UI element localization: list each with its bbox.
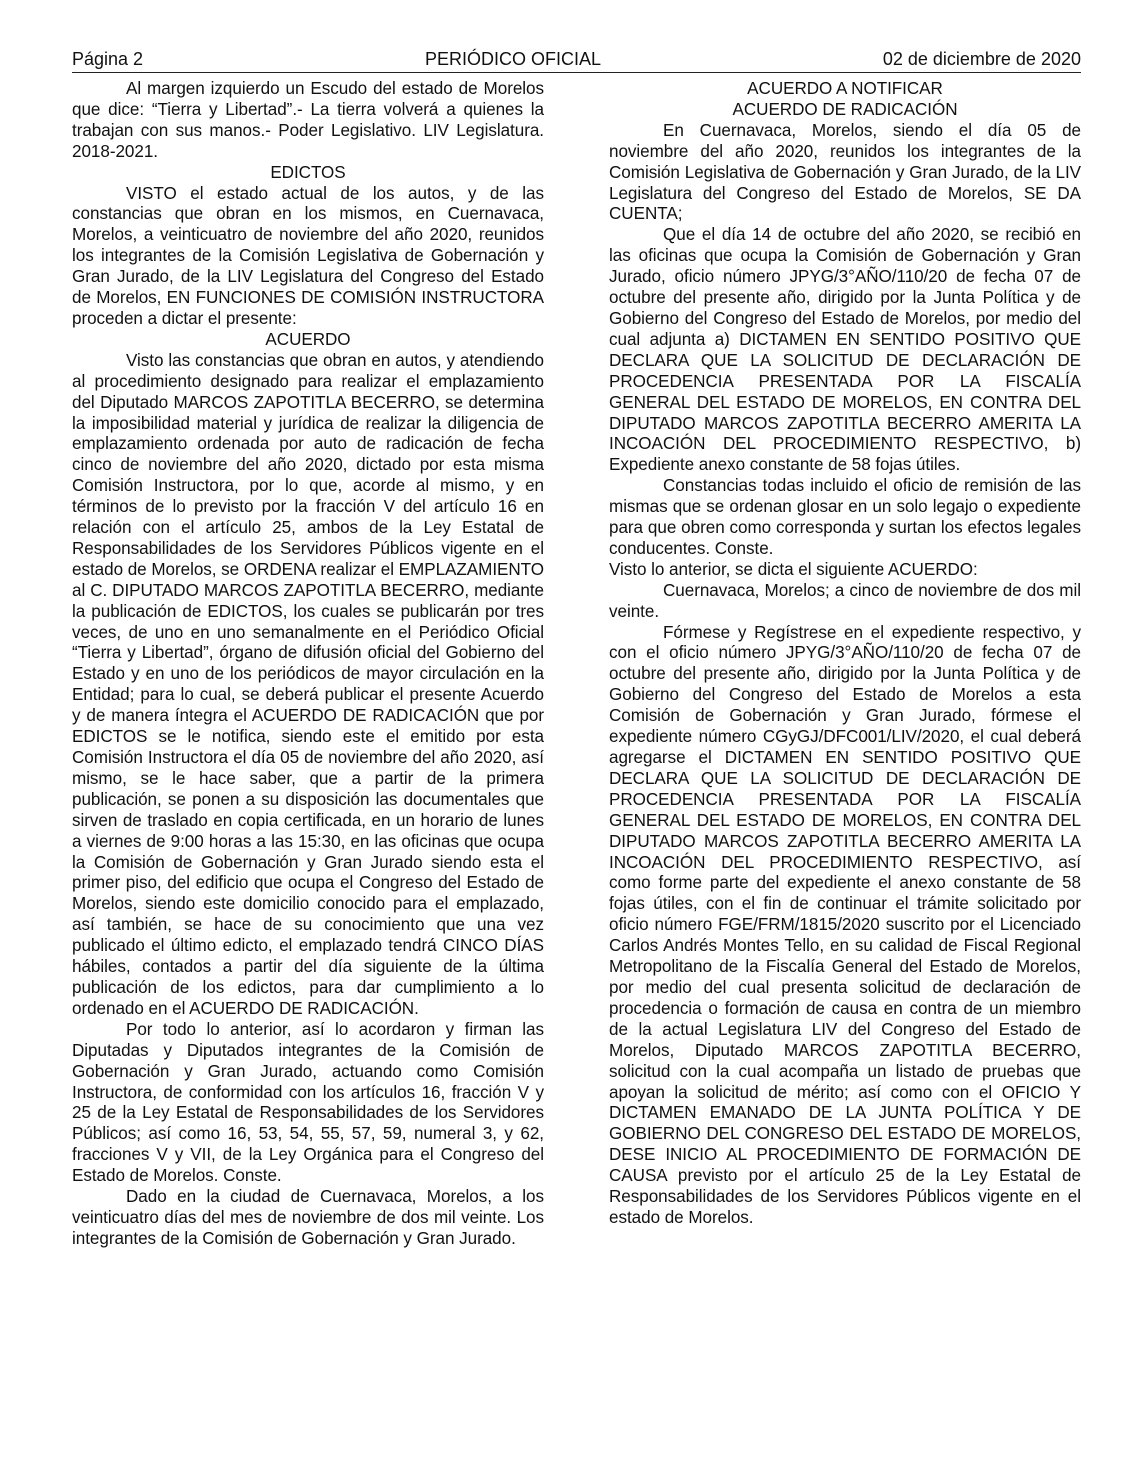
cuernavaca-paragraph: En Cuernavaca, Morelos, siendo el día 05 de noviembre del año 2020, reunidos los integrantes de la Comisión Legislativa de Gobernación y Gran Jurado, de la LIV Legislatura del Congreso del Estado de Morelos, SE DA CUENTA; <box>609 120 1081 224</box>
page-header <box>72 48 1081 73</box>
acuerdo-heading: ACUERDO <box>265 329 351 349</box>
oficio-paragraph: Que el día 14 de octubre del año 2020, se recibió en las oficinas que ocupa la Comisión de Gobernación y Gran Jurado, oficio número JPYG/3°AÑO/110/20 de fecha 07 de octubre del presente año, dirigido por la Junta Política y de Gobierno del Congreso del Estado de Morelos, por medio del cual adjunta a) DICTAMEN EN SENTIDO POSITIVO QUE DECLARA QUE LA SOLICITUD DE DECLARACIÓN DE PROCEDENCIA PRESENTADA POR LA FISCALÍA GENERAL DEL ESTADO DE MORELOS, EN CONTRA DEL DIPUTADO MARCOS ZAPOTITLA BECERRO AMERITA LA INCOACIÓN DEL PROCEDIMIENTO RESPECTIVO, b) Expediente anexo constante de 58 fojas útiles. <box>609 225 1081 475</box>
visto-paragraph: VISTO el estado actual de los autos, y de las constancias que obran en los mismos, en Cuernavaca, Morelos, a veinticuatro de noviembre del año 2020, reunidos los integrantes de la Comisión Legislativa de Gobernación y Gran Jurado, de la LIV Legislatura del Congreso del Estado de Morelos, EN FUNCIONES DE COMISIÓN INSTRUCTORA proceden a dictar el presente: <box>72 183 544 328</box>
edictos-heading: EDICTOS <box>270 162 346 182</box>
formese-paragraph: Fórmese y Regístrese en el expediente respectivo, y con el oficio número JPYG/3°AÑO/110/20 de fecha 07 de octubre del presente año, dirigido por la Junta Política y de Gobierno del Congreso del Estado de Morelos a esta Comisión de Gobernación y Gran Jurado, fórmese el expediente número CGyGJ/DFC001/LIV/2020, el cual deberá agregarse el DICTAMEN EN SENTIDO POSITIVO QUE DECLARA QUE LA SOLICITUD DE DECLARACIÓN DE PROCEDENCIA PRESENTADA POR LA FISCALÍA GENERAL DEL ESTADO DE MORELOS, EN CONTRA DEL DIPUTADO MARCOS ZAPOTITLA BECERRO AMERITA LA INCOACIÓN DEL PROCEDIMIENTO RESPECTIVO, así como forme parte del expediente el anexo constante de 58 fojas útiles, con el fin de continuar el trámite solicitado por oficio número FGE/FRM/1815/2020 suscrito por el Licenciado Carlos Andrés Montes Tello, en su calidad de Fiscal Regional Metropolitano de la Fiscalía General del Estado de Morelos, por medio del cual presenta solicitud de declaración de procedencia o formación de causa en contra de un miembro de la actual Legislatura LIV del Congreso del Estado de Morelos, Diputado MARCOS ZAPOTITLA BECERRO, solicitud con la cual acompaña un listado de pruebas que apoyan la solicitud de mérito; así como con el OFICIO Y DICTAMEN EMANADO DE LA JUNTA POLÍTICA Y DE GOBIERNO DEL CONGRESO DEL ESTADO DE MORELOS, DESE INICIO AL PROCEDIMIENTO DE FORMACIÓN DE CAUSA previsto por el artículo 25 de la Ley Estatal de Responsabilidades de los Servidores Públicos vigente en el estado de Morelos. <box>609 622 1081 1227</box>
acuerdo-radicacion-heading: ACUERDO DE RADICACIÓN <box>732 99 958 119</box>
dado-paragraph: Dado en la ciudad de Cuernavaca, Morelos, a los veinticuatro días del mes de noviembre de dos mil veinte. Los integrantes de la Comisión de Gobernación y Gran Jurado. <box>72 1187 544 1248</box>
left-column <box>72 79 544 1250</box>
publication-title: PERIÓDICO OFICIAL <box>424 49 601 69</box>
fecha-paragraph: Cuernavaca, Morelos; a cinco de noviembre de dos mil veinte. <box>609 580 1081 621</box>
right-column <box>609 79 1081 1250</box>
escudo-paragraph: Al margen izquierdo un Escudo del estado de Morelos que dice: “Tierra y Libertad”.- La tierra volverá a quienes la trabajan con sus manos.- Poder Legislativo. LIV Legislatura. 2018-2021. <box>72 79 544 161</box>
acuerdo-notificar-heading: ACUERDO A NOTIFICAR <box>747 79 943 98</box>
page-number: Página 2 <box>72 49 144 69</box>
text-columns <box>72 79 1081 1250</box>
visto-anterior-line: Visto lo anterior, se dicta el siguiente ACUERDO: <box>609 559 978 579</box>
firma-paragraph: Por todo lo anterior, así lo acordaron y firman las Diputadas y Diputados integrantes de la Comisión de Gobernación y Gran Jurado, actuando como Comisión Instructora, de conformidad con los artículos 16, fracción V y 25 de la Ley Estatal de Responsabilidades de los Servidores Públicos; así como 16, 53, 54, 55, 57, 59, numeral 3, y 62, fracciones V y VII, de la Ley Orgánica para el Congreso del Estado de Morelos. Conste. <box>72 1019 544 1186</box>
constancias-paragraph: Constancias todas incluido el oficio de remisión de las mismas que se ordenan glosar en un solo legajo o expediente para que obren como corresponda y surtan los efectos legales conducentes. Conste. <box>609 476 1081 558</box>
publication-date: 02 de diciembre de 2020 <box>882 49 1081 69</box>
acuerdo-paragraph: Visto las constancias que obran en autos, y atendiendo al procedimiento designado para realizar el emplazamiento del Diputado MARCOS ZAPOTITLA BECERRO, se determina la imposibilidad material y jurídica de realizar la diligencia de emplazamiento ordenada por auto de radicación de fecha cinco de noviembre del año 2020, dictado por esta misma Comisión Instructora, por lo que, acorde al mismo, y en términos de lo previsto por la fracción V del artículo 16 en relación con el artículo 25, ambos de la Ley Estatal de Responsabilidades de los Servidores Públicos vigente en el estado de Morelos, se ORDENA realizar el EMPLAZAMIENTO al C. DIPUTADO MARCOS ZAPOTITLA BECERRO, mediante la publicación de EDICTOS, los cuales se publicarán por tres veces, de uno en uno semanalmente en el Periódico Oficial “Tierra y Libertad”, órgano de difusión oficial del Gobierno del Estado y en uno de los periódicos de mayor circulación en la Entidad; para lo cual, se deberá publicar el presente Acuerdo y de manera íntegra el ACUERDO DE RADICACIÓN que por EDICTOS se le notifica, siendo este el emitido por esta Comisión Instructora el día 05 de noviembre del año 2020, así mismo, se le hace saber, que a partir de la primera publicación, se ponen a su disposición las documentales que sirven de traslado en copia certificada, en un horario de lunes a viernes de 9:00 horas a las 15:30, en las oficinas que ocupa la Comisión de Gobernación y Gran Jurado siendo esta el primer piso, del edificio que ocupa el Congreso del Estado de Morelos, siendo este domicilio conocido para el emplazado, así también, se hace de su conocimiento que una vez publicado el último edicto, el emplazado tendrá CINCO DÍAS hábiles, contados a partir del día siguiente de la última publicación de los edictos, para dar cumplimiento a lo ordenado en el ACUERDO DE RADICACIÓN. <box>72 350 544 1018</box>
